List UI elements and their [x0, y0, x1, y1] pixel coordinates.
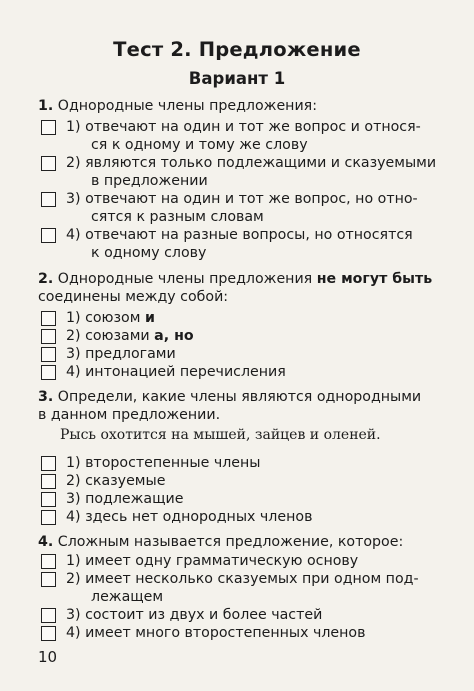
q2-option-4: 4) интонацией перечисления	[66, 364, 286, 380]
page-number: 10	[38, 648, 58, 666]
q3-option-2: 2) сказуемые	[66, 473, 166, 489]
q4-option-4: 4) имеет много второстепенных членов	[66, 625, 366, 641]
q1-option-4-line-2: к одному слову	[91, 245, 207, 261]
q1-option-1-line-1: 1) отвечают на один и тот же вопрос и относя-	[66, 119, 421, 135]
q4-option-4-checkbox[interactable]	[41, 626, 56, 641]
q2-option-3-checkbox[interactable]	[41, 347, 56, 362]
q4-option-3-checkbox[interactable]	[41, 608, 56, 623]
test-title: Тест 2. Предложение	[113, 38, 361, 61]
q3-option-4: 4) здесь нет однородных членов	[66, 509, 313, 525]
q3-option-1: 1) второстепенные члены	[66, 455, 261, 471]
q1-option-3-line-2: сятся к разным словам	[91, 209, 264, 225]
q4-option-2-line-2: лежащем	[91, 589, 164, 605]
question-2	[38, 270, 432, 288]
question-3-text-line-2: в данном предложении.	[38, 407, 221, 423]
q1-option-2-line-1: 2) являются только подлежащими и сказуемыми	[66, 155, 437, 171]
question-2-text-line-2: соединены между собой:	[38, 289, 229, 305]
q2-option-1	[66, 309, 155, 327]
question-4-number: 4.	[38, 534, 54, 550]
question-2-text: Однородные члены предложения	[57, 271, 317, 287]
question-2-number: 2.	[38, 271, 54, 287]
q2-option-2-conjunctions: а, но	[154, 328, 194, 344]
example-sentence: Рысь охотится на мышей, зайцев и оленей.	[60, 427, 381, 443]
q4-option-3: 3) состоит из двух и более частей	[66, 607, 323, 623]
q3-option-2-checkbox[interactable]	[41, 474, 56, 489]
q1-option-2-checkbox[interactable]	[41, 156, 56, 171]
q1-option-3-line-1: 3) отвечают на один и тот же вопрос, но отно-	[66, 191, 418, 207]
q2-option-2-text: 2) союзами	[66, 328, 155, 344]
q3-option-1-checkbox[interactable]	[41, 456, 56, 471]
q2-option-4-checkbox[interactable]	[41, 365, 56, 380]
q1-option-1-checkbox[interactable]	[41, 120, 56, 135]
question-1	[38, 97, 317, 115]
question-2-emphasis: не могут быть	[316, 271, 433, 287]
q1-option-1-line-2: ся к одному и тому же слову	[91, 137, 308, 153]
question-1-text: Однородные члены предложения:	[57, 98, 317, 114]
q4-option-1: 1) имеет одну грамматическую основу	[66, 553, 359, 569]
q2-option-1-text: 1) союзом	[66, 310, 145, 326]
q4-option-1-checkbox[interactable]	[41, 554, 56, 569]
q2-option-2-checkbox[interactable]	[41, 329, 56, 344]
q3-option-4-checkbox[interactable]	[41, 510, 56, 525]
q1-option-3-checkbox[interactable]	[41, 192, 56, 207]
q1-option-4-line-1: 4) отвечают на разные вопросы, но относятся	[66, 227, 413, 243]
variant-heading: Вариант 1	[188, 69, 286, 88]
q1-option-4-checkbox[interactable]	[41, 228, 56, 243]
question-3	[38, 388, 421, 406]
q1-option-2-line-2: в предложении	[91, 173, 208, 189]
q2-option-1-conjunction: и	[144, 310, 155, 326]
q3-option-3: 3) подлежащие	[66, 491, 184, 507]
q3-option-3-checkbox[interactable]	[41, 492, 56, 507]
question-3-text: Определи, какие члены являются однородными	[57, 389, 422, 405]
q2-option-2	[66, 327, 194, 345]
q4-option-2-line-1: 2) имеет несколько сказуемых при одном под-	[66, 571, 419, 587]
q4-option-2-checkbox[interactable]	[41, 572, 56, 587]
question-4	[38, 533, 403, 551]
q2-option-1-checkbox[interactable]	[41, 311, 56, 326]
question-4-text: Сложным называется предложение, которое:	[57, 534, 404, 550]
q2-option-3: 3) предлогами	[66, 346, 176, 362]
question-3-number: 3.	[38, 389, 54, 405]
question-1-number: 1.	[38, 98, 54, 114]
